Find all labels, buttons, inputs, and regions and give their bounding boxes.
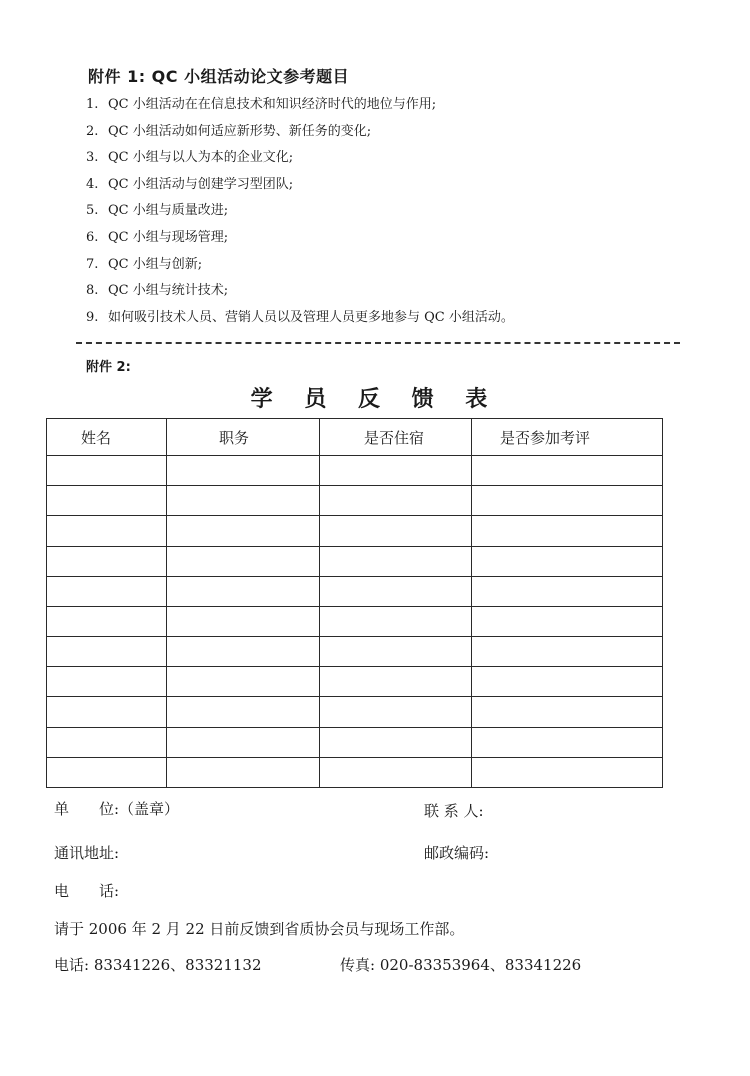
empty-cell [320, 606, 472, 636]
header-accommodation: 是否住宿 [320, 419, 472, 456]
empty-cell [47, 576, 167, 606]
empty-cell [472, 486, 663, 516]
empty-cell [47, 516, 167, 546]
topic-number: 8. [86, 283, 99, 299]
empty-cell [320, 697, 472, 727]
empty-cell [47, 727, 167, 757]
empty-cell [167, 606, 320, 636]
empty-cell [167, 486, 320, 516]
table-row [47, 637, 663, 667]
table-row [47, 757, 663, 787]
topic-number: 2. [86, 123, 99, 139]
empty-cell [47, 697, 167, 727]
empty-cell [472, 727, 663, 757]
empty-cell [47, 456, 167, 486]
table-row [47, 546, 663, 576]
empty-cell [167, 456, 320, 486]
table-header-row [47, 419, 663, 456]
table-row [47, 606, 663, 636]
topic-number: 5. [86, 203, 99, 219]
table-row [47, 727, 663, 757]
list-item [86, 198, 514, 225]
empty-cell [47, 637, 167, 667]
empty-cell [167, 637, 320, 667]
topic-text: QC 小组活动与创建学习型团队; [108, 176, 294, 192]
form-title: 学 员 反 馈 表 [250, 386, 500, 412]
empty-cell [167, 727, 320, 757]
address-field-label: 通讯地址: [54, 844, 120, 862]
table-row [47, 697, 663, 727]
table-row [47, 456, 663, 486]
header-name: 姓名 [47, 419, 167, 456]
empty-cell [47, 667, 167, 697]
empty-cell [167, 757, 320, 787]
empty-cell [47, 546, 167, 576]
unit-field-label: 单 位:（盖章） [54, 800, 180, 818]
table-row [47, 516, 663, 546]
deadline-notice: 请于 2006 年 2 月 22 日前反馈到省质协会员与现场工作部。 [54, 920, 465, 938]
empty-cell [472, 456, 663, 486]
header-assessment: 是否参加考评 [472, 419, 663, 456]
empty-cell [167, 546, 320, 576]
list-item [86, 225, 514, 252]
topic-number: 4. [86, 176, 99, 192]
list-item [86, 252, 514, 279]
empty-cell [320, 667, 472, 697]
list-item [86, 278, 514, 305]
empty-cell [167, 667, 320, 697]
fax-numbers: 传真: 020-83353964、83341226 [340, 956, 582, 974]
topic-text: 如何吸引技术人员、营销人员以及管理人员更多地参与 QC 小组活动。 [108, 309, 514, 325]
phone-numbers: 电话: 83341226、83321132 [54, 956, 262, 974]
empty-cell [320, 486, 472, 516]
topic-number: 3. [86, 150, 99, 166]
empty-cell [320, 757, 472, 787]
contact-field-label: 联 系 人: [424, 802, 484, 820]
empty-cell [47, 486, 167, 516]
empty-cell [472, 637, 663, 667]
empty-cell [472, 546, 663, 576]
list-item [86, 172, 514, 199]
empty-cell [167, 576, 320, 606]
table-body [47, 456, 663, 788]
empty-cell [472, 697, 663, 727]
table-row [47, 486, 663, 516]
topic-list [86, 92, 514, 331]
feedback-table [46, 418, 663, 788]
empty-cell [167, 516, 320, 546]
topic-number: 1. [86, 97, 99, 112]
topic-number: 9. [86, 309, 99, 325]
phone-field-label: 电 话: [54, 882, 120, 900]
list-item [86, 119, 514, 146]
attachment1-heading: 附件 1: QC 小组活动论文参考题目 [88, 67, 350, 86]
topic-text: QC 小组与以人为本的企业文化; [108, 150, 294, 166]
empty-cell [320, 576, 472, 606]
empty-cell [472, 757, 663, 787]
empty-cell [320, 727, 472, 757]
table-row [47, 667, 663, 697]
empty-cell [472, 576, 663, 606]
list-item [86, 305, 514, 332]
list-item [86, 92, 514, 119]
topic-number: 6. [86, 229, 99, 245]
empty-cell [320, 456, 472, 486]
empty-cell [47, 606, 167, 636]
dashed-divider [76, 342, 680, 344]
topic-text: QC 小组活动在在信息技术和知识经济时代的地位与作用; [108, 97, 437, 112]
empty-cell [320, 546, 472, 576]
topic-text: QC 小组活动如何适应新形势、新任务的变化; [108, 123, 372, 139]
topic-text: QC 小组与现场管理; [108, 229, 229, 245]
empty-cell [320, 516, 472, 546]
attachment2-heading: 附件 2: [86, 360, 131, 375]
postcode-field-label: 邮政编码: [424, 844, 490, 862]
topic-text: QC 小组与质量改进; [108, 203, 229, 219]
empty-cell [472, 667, 663, 697]
empty-cell [167, 697, 320, 727]
empty-cell [320, 637, 472, 667]
topic-number: 7. [86, 256, 99, 272]
header-position: 职务 [167, 419, 320, 456]
list-item [86, 145, 514, 172]
table-row [47, 576, 663, 606]
empty-cell [47, 757, 167, 787]
topic-text: QC 小组与创新; [108, 256, 203, 272]
empty-cell [472, 606, 663, 636]
topic-text: QC 小组与统计技术; [108, 283, 229, 299]
empty-cell [472, 516, 663, 546]
